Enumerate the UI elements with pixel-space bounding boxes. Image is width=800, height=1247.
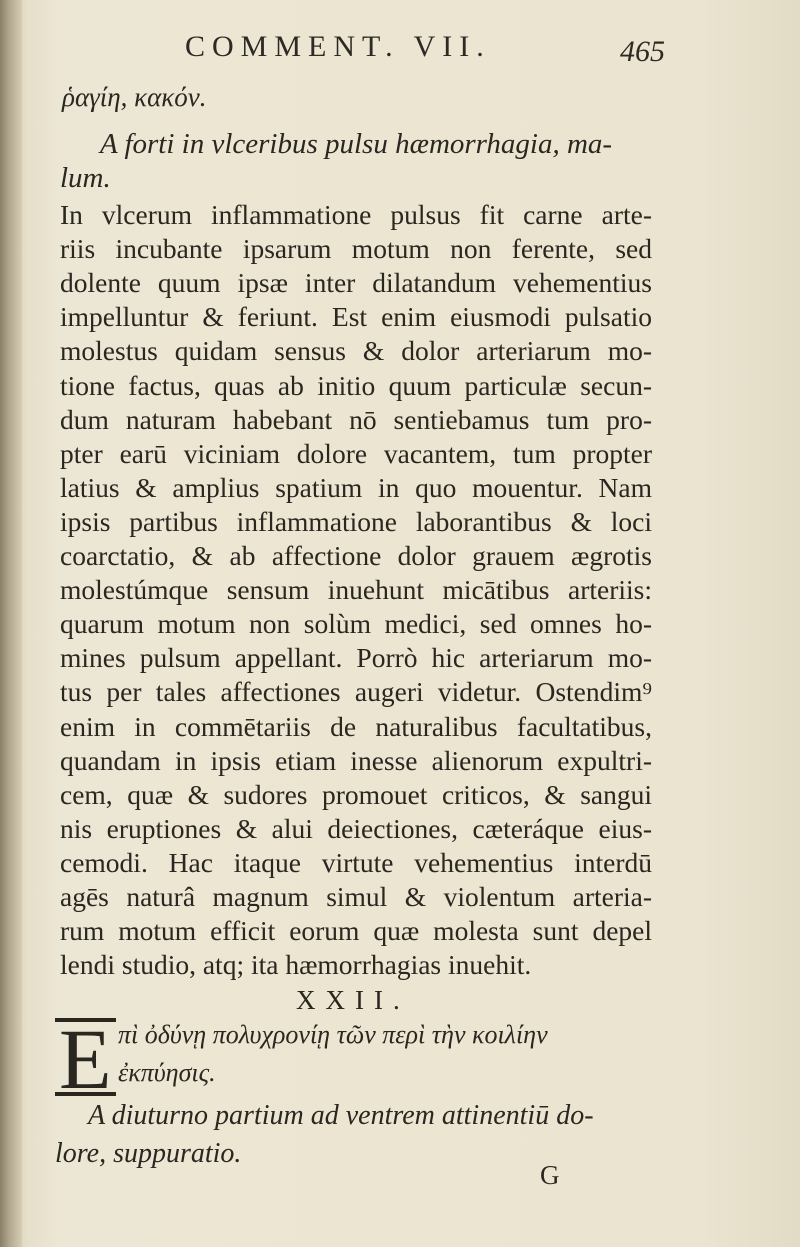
lemma-line: lum. <box>60 162 111 194</box>
lemma-line: lore, suppuratio. <box>55 1138 242 1169</box>
body-line: In vlcerum inflammatione pulsus fit carne arte- <box>60 199 652 230</box>
body-line: tus per tales affectiones augeri videtur. Ostendim⁹ <box>60 676 652 708</box>
drop-cap-initial: E <box>55 1018 116 1096</box>
body-line: molestúmque sensum inuehunt micātibus arteriis: <box>60 574 652 606</box>
page-number: 465 <box>620 35 665 68</box>
body-line: latius & amplius spatium in quo mouentur. Nam <box>60 471 652 503</box>
body-line: quarum motum non solùm medici, sed omnes ho- <box>60 608 652 640</box>
body-line: cem, quæ & sudores promouet criticos, & sangui <box>60 778 652 810</box>
body-line: nis eruptiones & alui deiectiones, cæteráque eius- <box>60 812 652 844</box>
body-line: dum naturam habebant nō sentiebamus tum pro- <box>60 403 652 435</box>
greek-line: πὶ ὀδύνῃ πολυχρονίῃ τῶν περὶ τὴν κοιλίην <box>118 1020 548 1049</box>
lemma-line: A forti in vlceribus pulsu hæmorrhagia, ma- <box>100 128 613 160</box>
body-line: agēs naturâ magnum simul & violentum arteria- <box>60 881 652 912</box>
body-line: mines pulsum appellant. Porrò hic arteriarum mo- <box>60 642 652 674</box>
lemma-line: A diuturno partium ad ventrem attinentiū do- <box>88 1100 594 1131</box>
body-line: riis incubante ipsarum motum non ferente, sed <box>60 233 652 265</box>
body-line: tione factus, quas ab initio quum particulæ secun- <box>60 369 652 401</box>
body-line: coarctatio, & ab affectione dolor grauem ægrotis <box>60 540 652 571</box>
greek-fragment: ῥαγίη, κακόν. <box>62 82 207 112</box>
catchword: G <box>540 1160 560 1190</box>
body-line: quandam in ipsis etiam inesse alienorum expultri- <box>60 744 652 776</box>
body-line: rum motum efficit eorum quæ molesta sunt depel <box>60 915 652 947</box>
greek-line: ἐκπύησις. <box>118 1058 216 1087</box>
binding-gutter <box>0 0 22 1247</box>
body-line: ipsis partibus inflammatione laborantibus & loci <box>60 505 652 537</box>
body-line: cemodi. Hac itaque virtute vehementius interdū <box>60 846 652 878</box>
body-line: lendi studio, atq; ita hæmorrhagias inuehit. <box>60 949 532 981</box>
body-line: dolente quum ipsæ inter dilatandum vehementius <box>60 267 652 299</box>
section-number: XXII. <box>296 985 410 1015</box>
body-line: pter earū viciniam dolore vacantem, tum propter <box>60 437 652 469</box>
body-line: molestus quidam sensus & dolor arteriarum mo- <box>60 335 652 367</box>
body-line: enim in commētariis de naturalibus facultatibus, <box>60 710 652 742</box>
body-line: impelluntur & feriunt. Est enim eiusmodi pulsatio <box>60 301 652 333</box>
running-head: COMMENT. VII. <box>185 30 491 63</box>
